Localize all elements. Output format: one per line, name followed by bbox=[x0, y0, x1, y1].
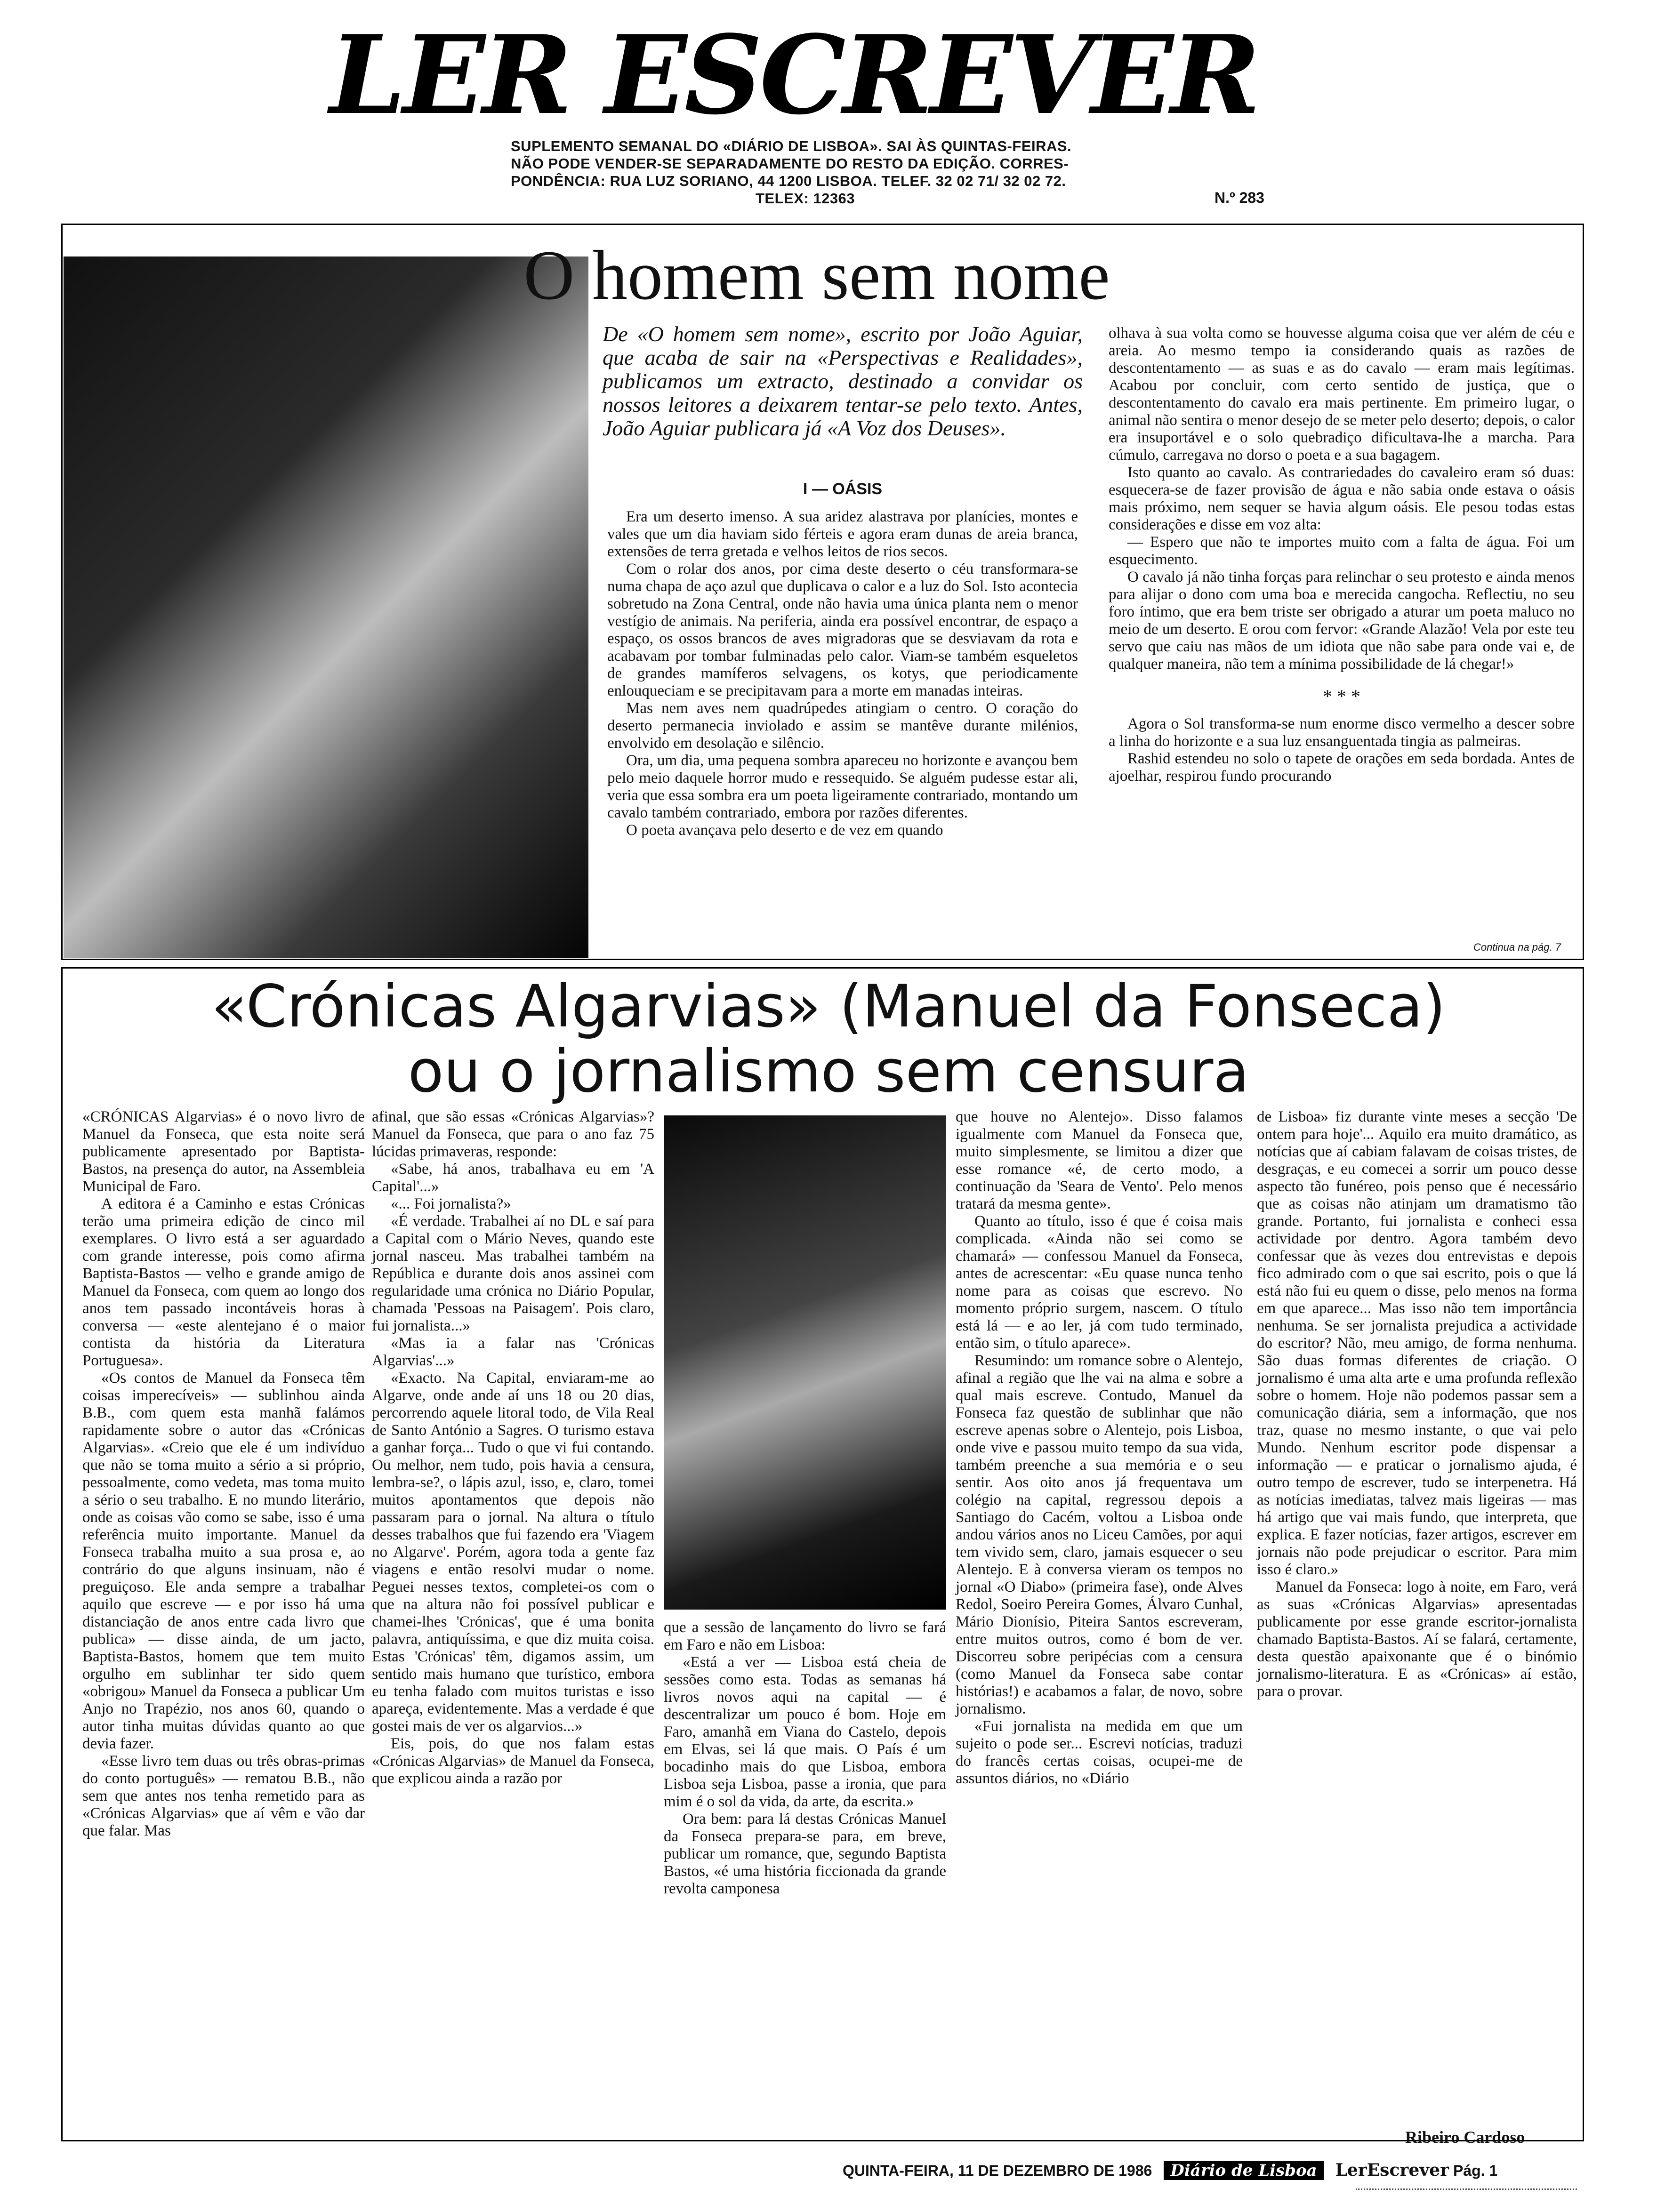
masthead-info bbox=[511, 137, 1264, 207]
footer-dotted-rule bbox=[1356, 2188, 1577, 2190]
footer-section-name: LerEscrever bbox=[1335, 2160, 1449, 2180]
continued-note: Continua na pág. 7 bbox=[1473, 941, 1561, 953]
paragraph: «Fui jornalista na medida em que um sujeito o pode ser... Escrevi notícias, traduzi do francês certas coisas, ocupei-me de assuntos diários, no «Diário bbox=[956, 1718, 1243, 1787]
footer-page-number: Pág. 1 bbox=[1453, 2162, 1498, 2179]
masthead-logo: LER ESCREVER bbox=[330, 12, 1258, 139]
paragraph: Rashid estendeu no solo o tapete de orações em seda bordada. Antes de ajoelhar, respirou fundo procurando bbox=[1109, 750, 1575, 785]
paragraph: «Sabe, há anos, trabalhava eu em 'A Capital'...» bbox=[372, 1161, 654, 1195]
paragraph: O poeta avançava pelo deserto e de vez em quando bbox=[626, 822, 943, 839]
article2-column-3 bbox=[664, 1619, 946, 1898]
paragraph: Isto quanto ao cavalo. As contrariedades do cavaleiro eram só duas: esquecera-se de fazer provisão de água e não sabia onde estava o oásis mais próximo, nem sequer se havia algum oásis. Ele pesou todas estas considerações e disse em voz alta: bbox=[1109, 464, 1575, 533]
article2-title-line-2: ou o jornalismo sem censura bbox=[408, 1038, 1249, 1106]
paragraph: «Os contos de Manuel da Fonseca têm coisas imperecíveis» — sublinhou ainda B.B., com quem esta manhã falámos rapidamente sobre o autor das «Crónicas Algarvias». «Creio que ele é um indivíduo que não se toma muito a sério a si próprio, pessoalmente, como vedeta, mas toma muito a sério o seu trabalho. E no mundo literário, onde as coisas vão como se sabe, isso é uma referência muito importante. Manuel da Fonseca trabalha muito a sua prosa e, ao contrário do que alguns insinuam, não é preguiçoso. Ele anda sempre a trabalhar aquilo que escreve — e por isso há uma distanciação de anos entre cada livro que publica» — disse ainda, de um jacto, Baptista-Bastos, homem que tem muito orgulho em sublinhar ter sido quem «obrigou» Manuel da Fonseca a publicar Um Anjo no Trapézio, nos anos 60, quando o autor tinha muitas dúvidas quanto ao que devia fazer. bbox=[82, 1370, 365, 1752]
paragraph: «Exacto. Na Capital, enviaram-me ao Algarve, onde ande aí uns 18 ou 20 dias, percorrendo aquele litoral todo, de Vila Real de Santo António a Sagres. O turismo estava a ganhar força... Tudo o que vi fui contando. Ou melhor, nem tudo, pois havia a censura, lembra-se?, o lápis azul, isso, e, claro, tomei muitos apontamentos que depois não passaram para o jornal. Na altura o título desses trabalhos que fui fazendo era 'Viagem no Algarve'. Porém, agora toda a gente faz viagens e então resolvi mudar o nome. Peguei nesses textos, completei-os com o que na altura não foi possível publicar e chamei-lhes 'Crónicas', que é uma bonita palavra, antiquíssima, e que diz muita coisa. Estas 'Crónicas' têm, digamos assim, um sentido mais humano que turístico, embora eu tenha falado com muitos turistas e isso apareça, evidentemente. Mas a verdade é que gostei mais de ver os algarvios...» bbox=[372, 1370, 654, 1735]
article2-title bbox=[75, 974, 1582, 1104]
paragraph: — Espero que não te importes muito com a falta de água. Foi um esquecimento. bbox=[1109, 534, 1575, 568]
masthead-info-line: SUPLEMENTO SEMANAL DO «DIÁRIO DE LISBOA». SAI ÀS QUINTAS-FEIRAS. bbox=[511, 138, 1072, 154]
article2-column-1 bbox=[82, 1108, 365, 1840]
paragraph: «Mas ia a falar nas 'Crónicas Algarvias'...» bbox=[372, 1335, 654, 1369]
article2-byline: Ribeiro Cardoso bbox=[1405, 2128, 1525, 2147]
article1-intro: De «O homem sem nome», escrito por João Aguiar, que acaba de sair na «Perspectivas e Realidades», publicamos um extracto, destinado a convidar os nossos leitores a deixarem tentar-se pelo texto. Antes, João Aguiar publicara já «A Voz dos Deuses». bbox=[603, 322, 1083, 440]
paragraph: O cavalo já não tinha forças para relinchar o seu protesto e ainda menos para alijar o dono com uma boa e merecida cangocha. Reflectiu, no seu foro íntimo, que era bem triste ser obrigado a aturar um poeta maluco no meio de um deserto. E orou com fervor: «Grande Alazão! Vela por este teu servo que caiu nas mãos de um idiota que não sabe para onde vai e, de qualquer maneira, não tem a mínima possibilidade de lá chegar!» bbox=[1109, 569, 1575, 673]
article1-title: O homem sem nome bbox=[523, 236, 1110, 314]
paragraph: Eis, pois, do que nos falam estas «Crónicas Algarvias» de Manuel da Fonseca, que explicou ainda a razão por bbox=[372, 1735, 654, 1787]
article1-column-2 bbox=[1109, 325, 1575, 785]
masthead-info-line: NÃO PODE VENDER-SE SEPARADAMENTE DO RESTO DA EDIÇÃO. CORRES- bbox=[511, 155, 1069, 172]
footer-brand-logo: Diário de Lisboa bbox=[1164, 2161, 1323, 2180]
paragraph: que a sessão de lançamento do livro se fará em Faro e não em Lisboa: bbox=[664, 1619, 946, 1653]
article2-column-4 bbox=[956, 1108, 1243, 1787]
article1-column-1 bbox=[607, 508, 1078, 839]
article2-title-line-1: «Crónicas Algarvias» (Manuel da Fonseca) bbox=[211, 973, 1446, 1041]
paragraph: Mas nem aves nem quadrúpedes atingiam o centro. O coração do deserto permanecia inviolado e assim se mantêve durante milénios, envolvido em desolação e silêncio. bbox=[607, 700, 1078, 752]
masthead-telex: TELEX: 12363 bbox=[756, 190, 855, 207]
paragraph: A editora é a Caminho e estas Crónicas terão uma primeira edição de cinco mil exemplares. O livro está a ser aguardado com grande interesse, pois como afirma Baptista-Bastos — velho e grande amigo de Manuel da Fonseca, com quem ao longo dos anos tem passado incontáveis horas à conversa — «este alentejano é o maior contista da história da Literatura Portuguesa». bbox=[82, 1195, 365, 1369]
article2-column-5 bbox=[1257, 1108, 1577, 1700]
paragraph: Era um deserto imenso. A sua aridez alastrava por planícies, montes e vales que um dia haviam sido férteis e agora eram dunas de areia branca, extensões de terra gretada e velhos leitos de rios secos. bbox=[607, 508, 1078, 560]
masthead-info-line: PONDÊNCIA: RUA LUZ SORIANO, 44 1200 LISBOA. TELEF. 32 02 71/ 32 02 72. bbox=[511, 173, 1066, 189]
paragraph: Agora o Sol transforma-se num enorme disco vermelho a descer sobre a linha do horizonte e a sua luz ensanguentada tingia as palmeiras. bbox=[1109, 715, 1575, 750]
paragraph: Quanto ao título, isso é que é coisa mais complicada. «Ainda não sei como se chamará» — confessou Manuel da Fonseca, antes de acrescentar: «Eu quase nunca tenho nome para as coisas que escrevo. No momento próprio surgem, nascem. O título está lá — e ao ler, já com tudo terminado, então sim, o título aparece». bbox=[956, 1213, 1243, 1352]
paragraph: «... Foi jornalista?» bbox=[391, 1195, 511, 1212]
article1-section-heading: I — OÁSIS bbox=[803, 480, 883, 498]
paragraph: «Esse livro tem duas ou três obras-primas do conto português» — rematou B.B., não sem que antes nos tenha remetido para as «Crónicas Algarvias» que aí vêm e vão dar que falar. Mas bbox=[82, 1753, 365, 1839]
section-break-stars: * * * bbox=[1323, 686, 1360, 707]
author-portrait-photo bbox=[64, 256, 588, 958]
footer-date: QUINTA-FEIRA, 11 DE DEZEMBRO DE 1986 bbox=[843, 2162, 1152, 2179]
paragraph: «Está a ver — Lisboa está cheia de sessões como esta. Todas as semanas há livros novos aqui na capital — é descentralizar um pouco é bom. Hoje em Faro, amanhã em Viana do Castelo, depois em Elvas, sei lá que mais. O País é um bocadinho mais do que Lisboa, embora Lisboa seja Lisboa, passe a ironia, que para mim é o sol da vida, da arte, da escrita.» bbox=[664, 1654, 946, 1810]
article2-column-2 bbox=[372, 1108, 654, 1787]
paragraph: Ora, um dia, uma pequena sombra apareceu no horizonte e avançou bem pelo meio daquele horror mudo e ressequido. Se alguém pudesse estar ali, veria que essa sombra era um poeta ligeiramente contrariado, montando um cavalo também contrariado, embora por razões diferentes. bbox=[607, 752, 1078, 821]
paragraph: afinal, que são essas «Crónicas Algarvias»? Manuel da Fonseca, que para o ano faz 75 lúcidas primaveras, responde: bbox=[372, 1108, 654, 1160]
paragraph: «É verdade. Trabalhei aí no DL e saí para a Capital com o Mário Neves, quando este jornal nasceu. Mas trabalhei também na República e durante dois anos assinei com regularidade uma crónica no Diário Popular, chamada 'Pessoas na Paisagem'. Pois claro, fui jornalista...» bbox=[372, 1213, 654, 1334]
paragraph: «CRÓNICAS Algarvias» é o novo livro de Manuel da Fonseca, que esta noite será publicamente apresentado por Baptista-Bastos, na presença do autor, na Assembleia Municipal de Faro. bbox=[82, 1108, 365, 1195]
paragraph: Manuel da Fonseca: logo à noite, em Faro, verá as suas «Crónicas Algarvias» apresentadas publicamente por esse grande escritor-jornalista chamado Baptista-Bastos. Aí se falará, certamente, desta questão apaixonante que é o binómio jornalismo-literatura. E as «Crónicas» aí estão, para o provar. bbox=[1257, 1579, 1577, 1700]
paragraph: de Lisboa» fiz durante vinte meses a secção 'De ontem para hoje'... Aquilo era muito dramático, as notícias que aí cabiam falavam de coisas tristes, de desgraças, e eu comecei a sorrir um pouco desse aspecto tão funéreo, pois penso que é necessário que as coisas não atinjam um dramatismo tão grande. Portanto, fui jornalista e conheci essa actividade por dentro. Agora também devo confessar que às vezes dou entrevistas e depois fico admirado com o que sai escrito, pois o que lá está não fui eu quem o disse, pelo menos na forma em que aparece... Mas isso não tem importância nenhuma. Se ser jornalista prejudica a actividade do escritor? Não, meu amigo, de forma nenhuma. São duas formas diferentes de criação. O jornalismo é uma alta arte e uma profunda reflexão sobre o homem. Hoje não podemos passar sem a comunicação diária, sem a informação, que nos traz, quase no mesmo instante, o que vai pelo Mundo. Nenhum escritor pode dispensar a informação — e praticar o jornalismo ajuda, é outro tempo de escrever, tudo se interpenetra. Há as notícias imediatas, talvez mais ligeiras — mas há artigo que vai mais fundo, que interpreta, que explica. E fazer notícias, fazer artigos, escrever em jornais não pode prejudicar o escritor. Para mim isso é claro.» bbox=[1257, 1108, 1577, 1578]
paragraph: Com o rolar dos anos, por cima deste deserto o céu transformara-se numa chapa de aço azul que duplicava o calor e a luz do Sol. Isto acontecia sobretudo na Zona Central, onde não havia uma única planta nem o menor vestígio de animais. Na periferia, ainda era possível encontrar, de espaço a espaço, os ossos brancos de aves migradoras que se desviavam da rota e acabavam por tombar fulminadas pelo calor. Viam-se também esqueletos de grandes mamíferos selvagens, os kotys, que periodicamente enlouqueciam e se precipitavam para a morte em manadas inteiras. bbox=[607, 561, 1078, 699]
paragraph: que houve no Alentejo». Disso falamos igualmente com Manuel da Fonseca que, muito simplesmente, se limitou a dizer que esse romance «é, de certo modo, a continuação da 'Seara de Vento'. Pelo menos tratará da mesma gente». bbox=[956, 1108, 1243, 1212]
page-footer bbox=[843, 2160, 1577, 2188]
paragraph: Resumindo: um romance sobre o Alentejo, afinal a região que lhe vai na alma e sobre a qual mais escreve. Contudo, Manuel da Fonseca faz questão de sublinhar que não escreve apenas sobre o Alentejo, pois Lisboa, onde vive e passou muito tempo da sua vida, também preenche a sua memória e o seu sentir. Aos oito anos já frequentava um colégio na capital, regressou depois a Santiago do Cacém, voltou a Lisboa onde andou vários anos no Liceu Camões, por aqui tem vivido sem, claro, jamais esquecer o seu Alentejo. E à conversa vieram os tempos no jornal «O Diabo» (primeira fase), onde Alves Redol, Soeiro Pereira Gomes, Álvaro Cunhal, Mário Dionísio, Piteira Santos escreveram, entre muitos outros, como é bom de ver. Discorreu sobre peripécias com a censura (como Manuel da Fonseca sabe contar histórias!) e acabamos a falar, de novo, sobre jornalismo. bbox=[956, 1352, 1243, 1717]
paragraph: Ora bem: para lá destas Crónicas Manuel da Fonseca prepara-se para, em breve, publicar um romance, que, segundo Baptista Bastos, «é uma história ficcionada da grande revolta camponesa bbox=[664, 1811, 946, 1897]
manuel-da-fonseca-photo bbox=[664, 1115, 946, 1610]
paragraph: olhava à sua volta como se houvesse alguma coisa que ver além de céu e areia. Ao mesmo tempo ia considerando quais as razões de descontentamento — as suas e as do cavalo — eram mais legítimas. Acabou por concluir, com certo sentido de justiça, que o descontentamento do cavalo era mais pertinente. Em primeiro lugar, o animal não sentira o menor desejo de se meter pelo deserto; depois, o calor era insuportável e o solo quebradiço dificultava-lhe a marcha. Para cúmulo, carregava no dorso o poeta e a sua bagagem. bbox=[1109, 325, 1575, 464]
issue-number: N.º 283 bbox=[1215, 189, 1264, 206]
